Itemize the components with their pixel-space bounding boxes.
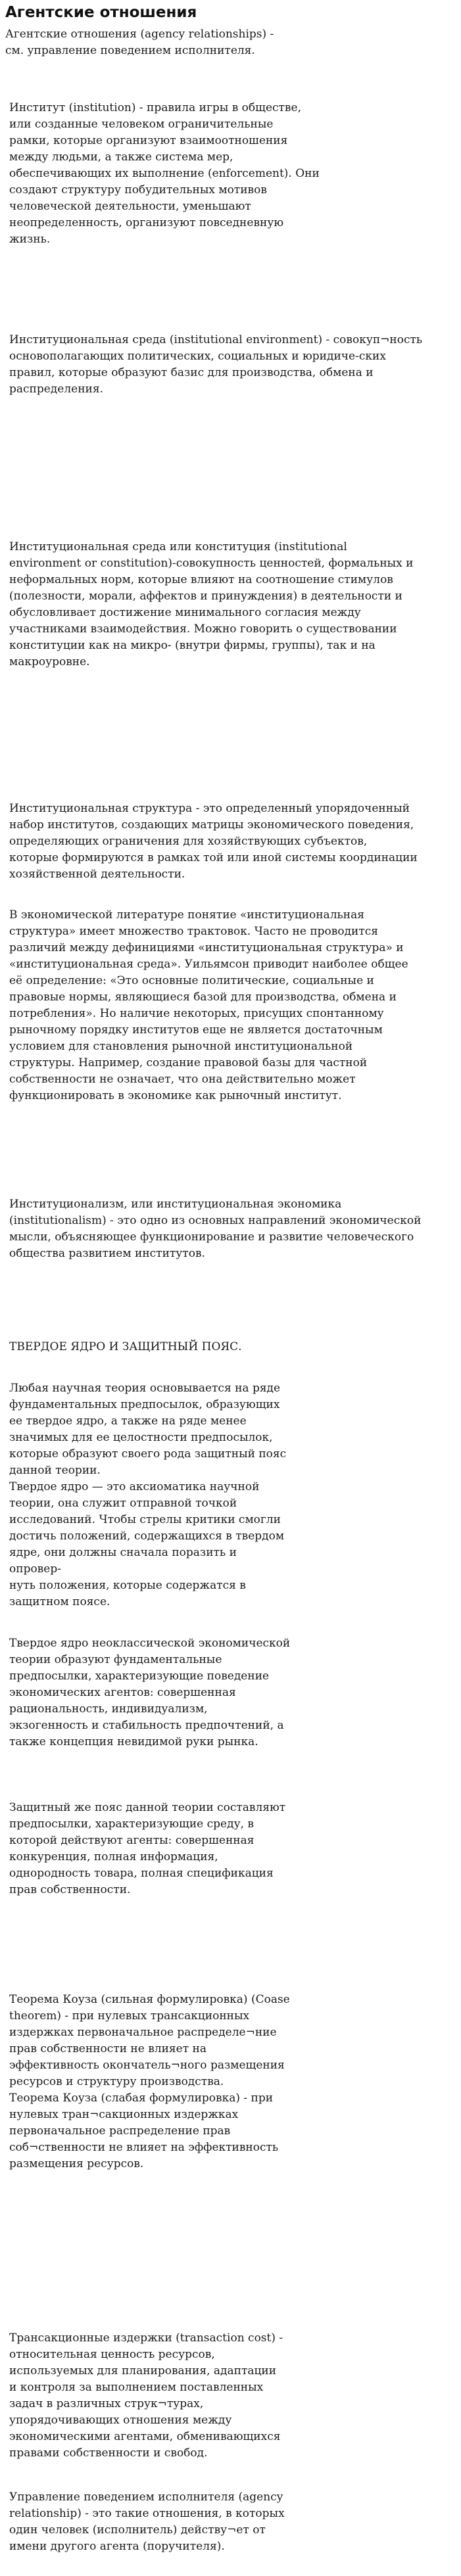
- institution-paragraph: Институт (institution) - правила игры в обществе, или созданные человеком ограничительные рамки, которые организуют взаимоотношения между людьми, а также система мер, обеспечивающих их выполнение (enforcement). Они создают структуру побудительных мотивов человеческой деятельности, уменьшают неопределенность, организуют повседневную жизнь.: [9, 101, 320, 246]
- transaction-cost-paragraph: Трансакционные издержки (transaction cost) - относительная ценность ресурсов, используемых для планирования, адаптации и контроля за выполнением поставленных задач в различных струк¬турах, упорядочивающих отношения между экономическими агентами, обменивающихся правами собственности и свобод.: [9, 2331, 283, 2460]
- institutional-structure-paragraph: Институциональная структура - это определенный упорядоченный набор институтов, создающих матрицы экономического поведения, определяющих ограничения для хозяйствующих субъектов, которые формируются в рамках той или иной системы координации хозяйственной деятельности.: [9, 802, 418, 881]
- neoclassic-core-paragraph: Твердое ядро неоклассической экономической теории образуют фундаментальные предпосылки, характеризующие поведение экономических агентов: совершенная рациональность, индивидуализм, экзогенность и стабильность предпочтений, а также концепция невидимой руки рынка.: [9, 1637, 291, 1748]
- intro-paragraph: Агентские отношения (agency relationships) - см. управление поведением исполнителя.: [5, 28, 274, 57]
- section-heading-core: ТВЕРДОЕ ЯДРО И ЗАЩИТНЫЙ ПОЯС.: [9, 1340, 242, 1353]
- page-title: Агентские отношения: [5, 4, 197, 21]
- coase-theorem-paragraph: Теорема Коуза (сильная формулировка) (Coase theorem) - при нулевых трансакционных издержках первоначальное распределе¬ние прав собственности не влияет на эффективность окончатель¬ного размещения ресурсов и структуру производства. Теорема Коуза (слабая формулировка) - при нулевых тран¬сакционных издержках первоначальное распределение прав соб¬ственности не влияет на эффективность размещения ресурсов.: [9, 1993, 290, 2170]
- agency-relationship-paragraph: Управление поведением исполнителя (agency relationship) - это такие отношения, в которых один человек (исполнитель) действу¬ет от имени другого агента (поручителя).: [9, 2491, 285, 2553]
- protective-belt-paragraph: Защитный же пояс данной теории составляют предпосылки, характеризующие среду, в которой действуют агенты: совершенная конкуренция, полная информация, однородность товара, полная спецификация прав собственности.: [9, 1801, 286, 1896]
- institutional-environment-paragraph: Институциональная среда (institutional environment) - совокуп¬ность основополагающих политических, социальных и юридиче-ских правил, которые образуют базис для производства, обмена и распределения.: [9, 333, 423, 396]
- institutional-constitution-paragraph: Институциональная среда или конституция (institutional environment or constitution)-совокупность ценностей, формальных и неформальных норм, которые влияют на соотношение стимулов (полезности, морали, аффектов и принуждения) в деятельности и обусловливает достижение минимального согласия между участниками взаимодействия. Можно говорить о существовании конституции как на микро- (внутри фирмы, группы), так и на макроуровне.: [9, 540, 414, 668]
- institutionalism-paragraph: Институционализм, или институциональная экономика (institutionalism) - это одно из основных направлений экономической мысли, объясняющее функционирование и развитие человеческого общества развитием институтов.: [9, 1198, 422, 1260]
- theory-core-paragraph: Любая научная теория основывается на ряде фундаментальных предпосылок, образующих ее твердое ядро, а также на ряде менее значимых для ее целостности предпосылок, которые образуют своего рода защитный пояс данной теории. Твердое ядро — это аксиоматика научной теории, она служит отправной точкой исследований. Чтобы стрелы критики смогли достичь положений, содержащихся в твердом ядре, они должны сначала поразить и опровер- нуть положения, которые содержатся в защитном поясе.: [9, 1382, 287, 1608]
- literature-paragraph: В экономической литературе понятие «институциональная структура» имеет множество трактовок. Часто не проводится различий между дефинициями «институциональная структура» и «институциональная среда». Уильямсон приводит наиболее общее её определение: «Это основные политические, социальные и правовые нормы, являющиеся базой для производства, обмена и потребления». Но наличие некоторых, присущих спонтанному рыночному порядку институтов еще не является достаточным условием для становления рыночной институциональной структуры. Например, создание правовой базы для частной собственности не означает, что она действительно может функционировать в экономике как рыночный институт.: [9, 908, 408, 1102]
